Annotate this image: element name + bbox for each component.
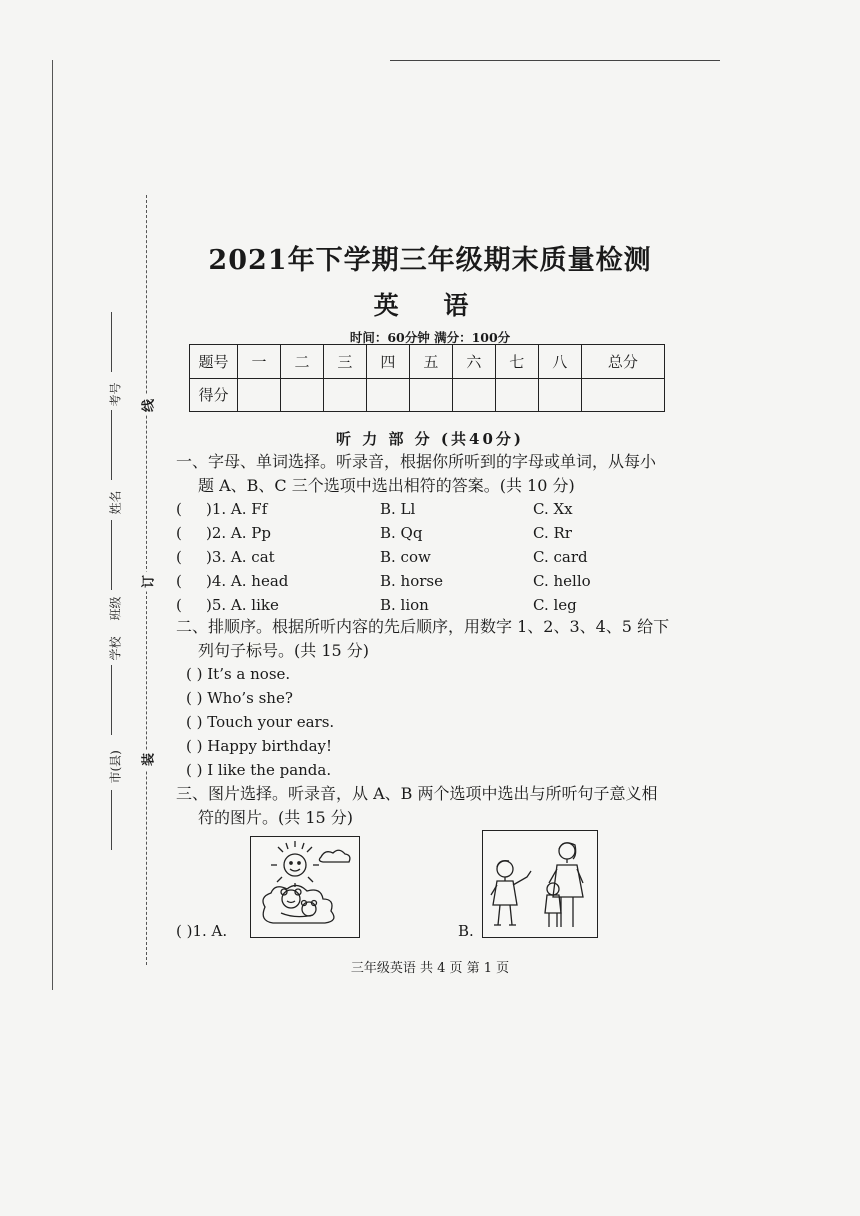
option-b: B. cow xyxy=(380,548,431,566)
q2-item[interactable]: ( ) It’s a nose. xyxy=(186,665,291,683)
score-input-cell[interactable] xyxy=(238,378,281,412)
school-line[interactable] xyxy=(111,665,112,735)
listening-section-title: 听 力 部 分 (共40分) xyxy=(336,430,524,448)
option-c: C. hello xyxy=(533,572,591,590)
score-input-cell[interactable] xyxy=(366,378,409,412)
answer-paren[interactable]: ( xyxy=(176,548,182,566)
page-left-edge xyxy=(52,60,53,990)
score-input-cell[interactable] xyxy=(495,378,538,412)
score-cell: 总分 xyxy=(581,345,664,379)
score-cell: 三 xyxy=(323,345,366,379)
answer-paren[interactable]: ( xyxy=(176,524,182,542)
exam-number-label: 考号 xyxy=(108,382,123,407)
q1-item xyxy=(176,569,696,593)
girl-mother-illustration xyxy=(483,831,597,937)
city-line[interactable] xyxy=(111,790,112,850)
option-a: )3. A. cat xyxy=(206,548,275,566)
score-input-cell[interactable] xyxy=(280,378,323,412)
exam-number-line[interactable] xyxy=(111,312,112,372)
score-input-cell[interactable] xyxy=(581,378,664,412)
score-cell: 题号 xyxy=(190,345,238,379)
q2-item[interactable]: ( ) Touch your ears. xyxy=(186,713,335,731)
name-line[interactable] xyxy=(111,520,112,590)
score-cell: 五 xyxy=(409,345,452,379)
q1-item xyxy=(176,521,696,545)
option-c: C. Xx xyxy=(533,500,573,518)
option-b-label[interactable]: B. xyxy=(458,922,474,940)
option-c: C. card xyxy=(533,548,588,566)
picture-girl-waving-mother[interactable] xyxy=(482,830,598,938)
q1-heading xyxy=(176,450,696,498)
score-input-cell[interactable] xyxy=(452,378,495,412)
option-c: C. Rr xyxy=(533,524,572,542)
score-table xyxy=(189,344,665,412)
option-b: B. Ll xyxy=(380,500,416,518)
q2-item[interactable]: ( ) I like the panda. xyxy=(186,761,332,779)
school-label: 学校 xyxy=(108,636,123,661)
subject-title: 英 语 xyxy=(373,291,487,320)
q3-heading-line2: 符的图片。(共 15 分) xyxy=(198,808,354,827)
q1-item xyxy=(176,593,696,617)
score-cell: 八 xyxy=(538,345,581,379)
score-cell: 六 xyxy=(452,345,495,379)
score-cell: 四 xyxy=(366,345,409,379)
answer-paren[interactable]: ( xyxy=(176,596,182,614)
option-a: )4. A. head xyxy=(206,572,289,590)
exam-title: 2021年下学期三年级期末质量检测 xyxy=(208,245,652,276)
answer-paren[interactable]: ( xyxy=(176,572,182,590)
top-scratch-line xyxy=(390,60,720,61)
score-input-cell[interactable] xyxy=(538,378,581,412)
city-label: 市(县) xyxy=(108,750,123,784)
time-info: 时间：60分钟 满分：100分 xyxy=(349,330,511,345)
answer-paren[interactable]: ( xyxy=(176,500,182,518)
score-cell: 一 xyxy=(238,345,281,379)
option-c: C. leg xyxy=(533,596,577,614)
page-footer: 三年级英语 共 4 页 第 1 页 xyxy=(350,961,510,976)
q1-item xyxy=(176,497,696,521)
option-a: )1. A. Ff xyxy=(206,500,268,518)
sun-bear-illustration xyxy=(251,837,359,937)
score-table-header-row xyxy=(190,345,665,379)
exam-number-line-2[interactable] xyxy=(111,410,112,480)
option-b: B. Qq xyxy=(380,524,423,542)
score-input-cell[interactable] xyxy=(409,378,452,412)
q2-item[interactable]: ( ) Who’s she? xyxy=(186,689,293,707)
score-cell: 七 xyxy=(495,345,538,379)
q3-heading xyxy=(176,782,696,830)
q3-heading-line1: 三、图片选择。听录音，从 A、B 两个选项中选出与所听句子意义相 xyxy=(176,784,658,803)
option-a: )5. A. like xyxy=(206,596,279,614)
option-b: B. horse xyxy=(380,572,443,590)
binding-mark-ding: 订 xyxy=(138,572,157,592)
score-row-label: 得分 xyxy=(190,378,238,412)
score-table-score-row xyxy=(190,378,665,412)
binding-mark-xian: 线 xyxy=(138,396,157,416)
q2-heading-line1: 二、排顺序。根据所听内容的先后顺序，用数字 1、2、3、4、5 给下 xyxy=(176,617,670,636)
q3-item-label[interactable]: ( )1. A. xyxy=(176,922,228,940)
option-b: B. lion xyxy=(380,596,429,614)
q2-heading-line2: 列句子标号。(共 15 分) xyxy=(198,641,370,660)
q1-heading-line2: 题 A、B、C 三个选项中选出相符的答案。(共 10 分) xyxy=(198,476,575,495)
score-cell: 二 xyxy=(280,345,323,379)
name-label: 姓名 xyxy=(108,490,123,515)
score-input-cell[interactable] xyxy=(323,378,366,412)
q1-item xyxy=(176,545,696,569)
q1-heading-line1: 一、字母、单词选择。听录音，根据你所听到的字母或单词，从每小 xyxy=(176,452,657,471)
binding-mark-zhuang: 装 xyxy=(138,750,157,770)
class-label: 班级 xyxy=(108,596,123,621)
option-a: )2. A. Pp xyxy=(206,524,271,542)
picture-sun-sleeping-bear[interactable] xyxy=(250,836,360,938)
q2-item[interactable]: ( ) Happy birthday! xyxy=(186,737,333,755)
q2-heading xyxy=(176,615,696,663)
